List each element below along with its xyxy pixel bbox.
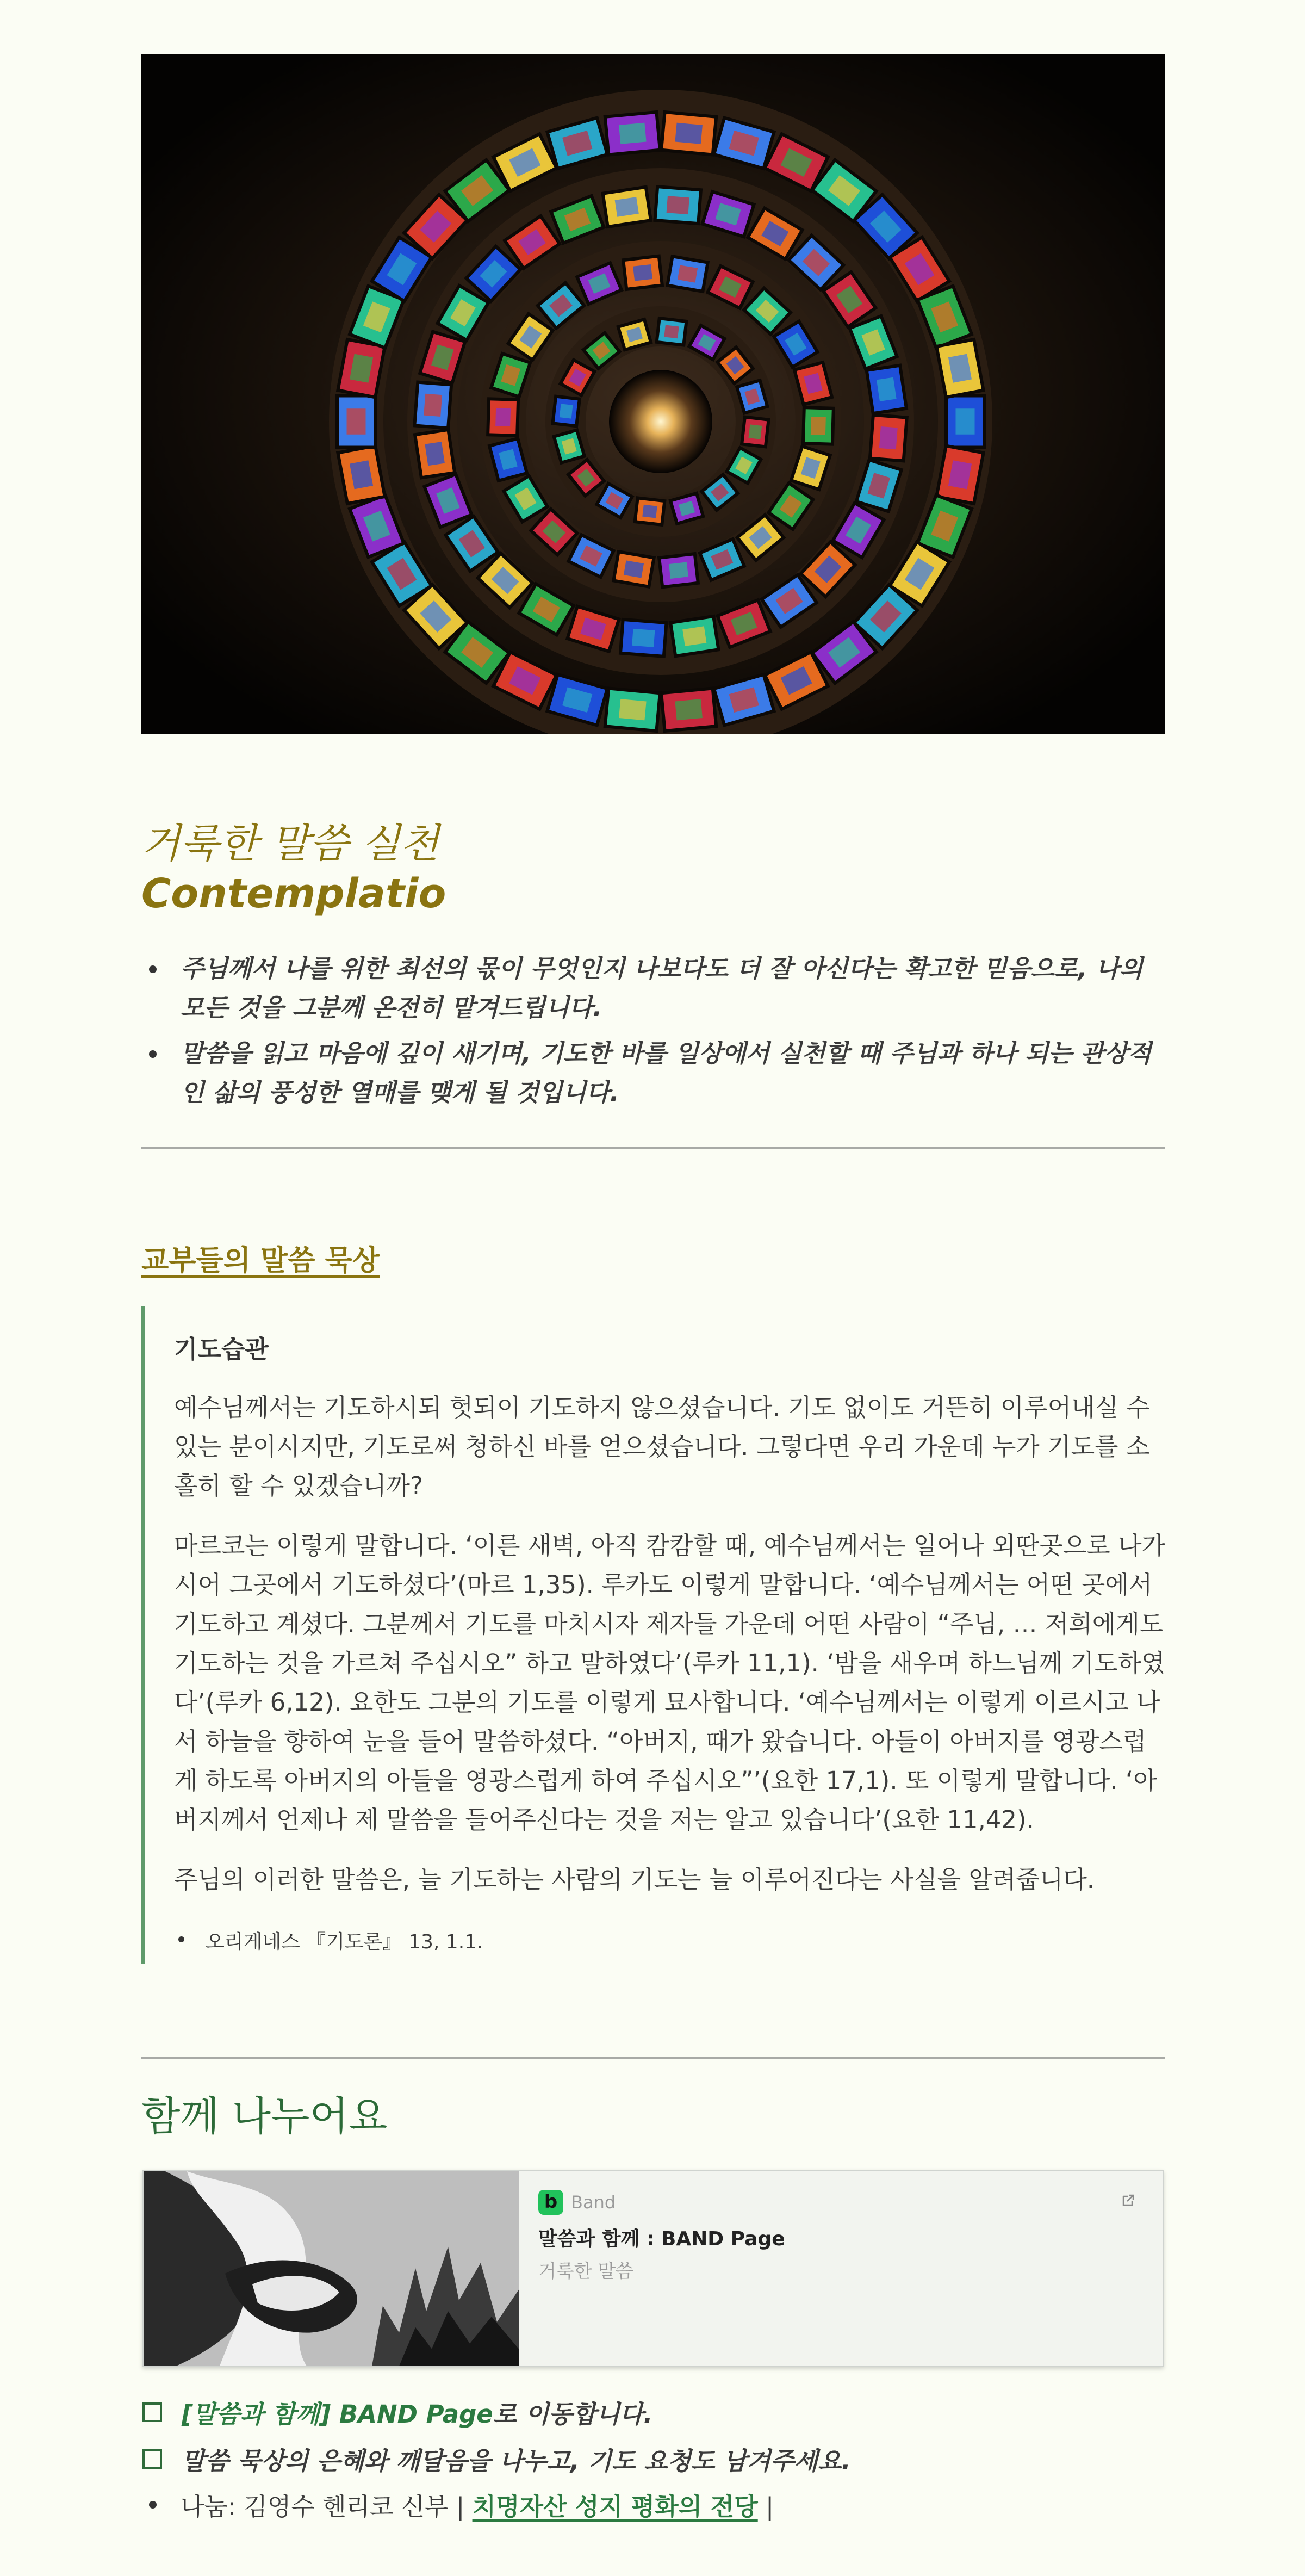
quote-paragraph: 마르코는 이렇게 말합니다. ‘이른 새벽, 아직 캄캄할 때, 예수님께서는 일어나 외딴곳으로 나가시어 그곳에서 기도하셨다’(마르 1,35). 루카도 이렇게 말합니다. ‘예수님께서는 어떤 곳에서 기도하고 계셨다. 그분께서 기도를 마치시자 제자들 가운데 어떤 사람이 “주님, … 저희에게도 기도하는 것을 가르쳐 주십시오” 하고 말하였다’(루카 11,1). ‘밤을 새우며 하느님께 기도하였다’(루카 6,12). 요한도 그분의 기도를 이렇게 묘사합니다. ‘예수님께서는 이렇게 이르시고 나서 하늘을 향하여 눈을 들어 말씀하셨다. “아버지, 때가 왔습니다. 아들이 아버지를 영광스럽게 하도록 아버지의 아들을 영광스럽게 하여 주십시오”’(요한 17,1). 또 이렇게 말합니다. ‘아버지께서 언제나 제 말씀을 들어주신다는 것을 저는 알고 있습니다’(요한 11,42). — [174, 1531, 1165, 1834]
card-body — [519, 2171, 1163, 2366]
card-title[interactable]: 말씀과 함께 : BAND Page — [538, 2228, 785, 2250]
shrine-link[interactable]: 치명자산 성지 평화의 전당 — [472, 2492, 758, 2521]
quote-footnote: 오리게네스 『기도론』 13, 1.1. — [174, 1927, 483, 1954]
card-description: 거룩한 말씀 — [538, 2261, 634, 2282]
share-title: 함께 나누어요 — [141, 2093, 388, 2140]
contemplatio-list — [142, 949, 1165, 1119]
heading-latin: Contemplatio — [141, 870, 446, 917]
checkbox[interactable] — [142, 2449, 162, 2469]
quote-paragraph: 예수님께서는 기도하시되 헛되이 기도하지 않으셨습니다. 기도 없이도 거뜬히 이루어내실 수 있는 분이시지만, 기도로써 청하신 바를 얻으셨습니다. 그렇다면 우리 가운데 누가 기도를 소홀히 할 수 있겠습니까? — [174, 1393, 1150, 1500]
check-text: 말씀 묵상의 은혜와 깨달음을 나누고, 기도 요청도 남겨주세요. — [182, 2447, 851, 2475]
credit-suffix: | — [757, 2492, 774, 2521]
external-link-icon[interactable] — [1121, 2193, 1135, 2207]
hero-image — [141, 54, 1165, 734]
divider — [141, 2057, 1165, 2059]
credit-prefix: 나눔: 김영수 헨리코 신부 | — [181, 2492, 473, 2521]
quote-title: 기도습관 — [174, 1335, 269, 1364]
band-logo-icon — [538, 2190, 563, 2215]
card-thumbnail — [144, 2171, 519, 2366]
checkbox[interactable] — [142, 2402, 162, 2422]
fathers-quote — [141, 1306, 1165, 1964]
card-provider: Band — [571, 2192, 616, 2213]
check-text: 로 이동합니다. — [493, 2400, 653, 2429]
check-item-share — [142, 2441, 851, 2476]
fathers-section-link[interactable]: 교부들의 말씀 묵상 — [141, 1244, 380, 1277]
list-item: 말씀을 읽고 마음에 깊이 새기며, 기도한 바를 일상에서 실천할 때 주님과 하나 되는 관상적인 삶의 풍성한 열매를 맺게 될 것입니다. — [142, 1034, 1165, 1112]
quote-paragraph: 주님의 이러한 말씀은, 늘 기도하는 사람의 기도는 늘 이루어진다는 사실을 알려줍니다. — [174, 1865, 1095, 1894]
heading-korean: 거룩한 말씀 실천 — [141, 820, 439, 867]
band-page-link[interactable]: [말씀과 함께] BAND Page — [182, 2400, 493, 2429]
credit-line — [142, 2487, 774, 2522]
divider — [141, 1147, 1165, 1149]
band-link-card[interactable] — [142, 2170, 1164, 2367]
check-item-band — [142, 2394, 652, 2430]
list-item: 주님께서 나를 위한 최선의 몫이 무엇인지 나보다도 더 잘 아신다는 확고한 믿음으로, 나의 모든 것을 그분께 온전히 맡겨드립니다. — [142, 949, 1165, 1027]
